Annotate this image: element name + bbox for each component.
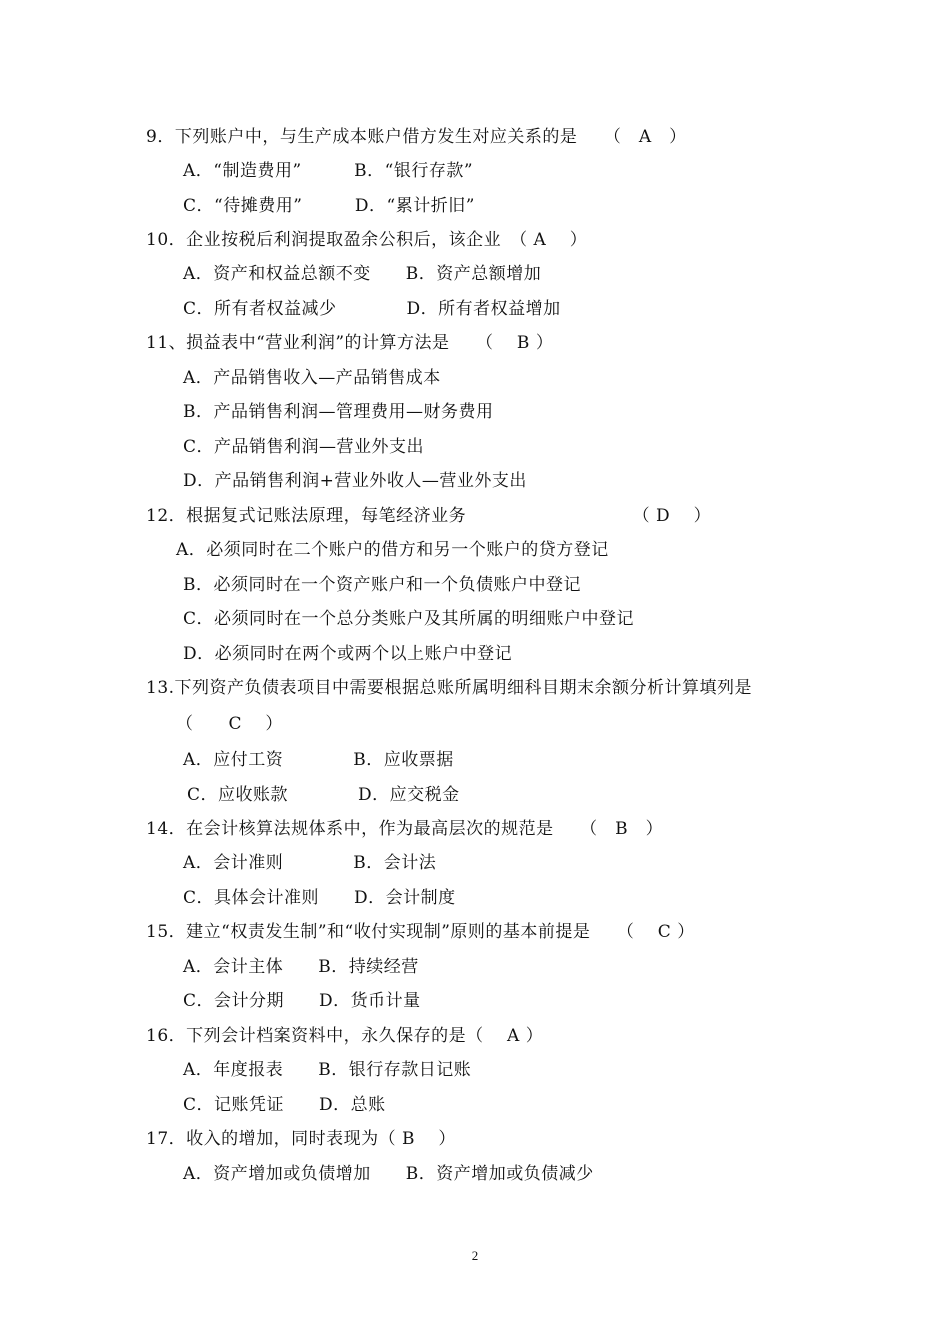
page-number: 2 xyxy=(471,1248,479,1263)
question-stem: 14．在会计核算法规体系中，作为最高层次的规范是 （ B ） xyxy=(146,819,664,839)
answer-option: A．应付工资 B．应收票据 xyxy=(183,750,454,770)
answer-option: C．必须同时在一个总分类账户及其所属的明细账户中登记 xyxy=(183,609,635,629)
question-stem: 12．根据复式记账法原理，每笔经济业务 （ D ） xyxy=(146,506,712,526)
answer-option: A．资产和权益总额不变 B．资产总额增加 xyxy=(183,264,542,284)
answer-option: C．“待摊费用” D．“累计折旧” xyxy=(183,196,475,216)
question-stem: 16．下列会计档案资料中，永久保存的是（ A ） xyxy=(146,1026,544,1046)
answer-option: C．记账凭证 D．总账 xyxy=(183,1095,386,1115)
answer-option: A．年度报表 B．银行存款日记账 xyxy=(183,1060,472,1080)
question-stem: 10．企业按税后利润提取盈余公积后，该企业 （ A ） xyxy=(146,230,588,250)
answer-option: A．会计主体 B．持续经营 xyxy=(183,957,419,977)
answer-option: A．必须同时在二个账户的借方和另一个账户的贷方登记 xyxy=(176,540,609,560)
question-stem: 15．建立“权责发生制”和“收付实现制”原则的基本前提是 （ C ） xyxy=(146,922,695,942)
question-stem: 9．下列账户中，与生产成本账户借方发生对应关系的是 （ A ） xyxy=(146,127,687,147)
answer-option: C．会计分期 D．货币计量 xyxy=(183,991,421,1011)
answer-option: C．具体会计准则 D．会计制度 xyxy=(183,888,456,908)
answer-option: B．必须同时在一个资产账户和一个负债账户中登记 xyxy=(183,575,581,595)
answer-option: D．必须同时在两个或两个以上账户中登记 xyxy=(183,644,513,664)
answer-option: C．应收账款 D．应交税金 xyxy=(187,785,460,805)
answer-option: C．所有者权益减少 D．所有者权益增加 xyxy=(183,299,561,319)
question-stem: 13.下列资产负债表项目中需要根据总账所属明细科目期末余额分析计算填列是 xyxy=(146,678,753,698)
question-stem: 17．收入的增加，同时表现为（ B ） xyxy=(146,1129,456,1149)
answer-option: A．资产增加或负债增加 B．资产增加或负债减少 xyxy=(183,1164,594,1184)
answer-option: C．产品销售利润—营业外支出 xyxy=(183,437,425,457)
answer-option: A．会计准则 B．会计法 xyxy=(183,853,437,873)
answer-option: B．产品销售利润—管理费用—财务费用 xyxy=(183,402,494,422)
answer-option: A．“制造费用” B．“银行存款” xyxy=(183,161,474,181)
answer-option: D．产品销售利润+营业外收人—营业外支出 xyxy=(183,471,527,491)
question-answer: （ C ） xyxy=(176,714,283,734)
question-stem: 11、损益表中“营业利润”的计算方法是 （ B ） xyxy=(146,333,554,353)
answer-option: A．产品销售收入—产品销售成本 xyxy=(183,368,441,388)
